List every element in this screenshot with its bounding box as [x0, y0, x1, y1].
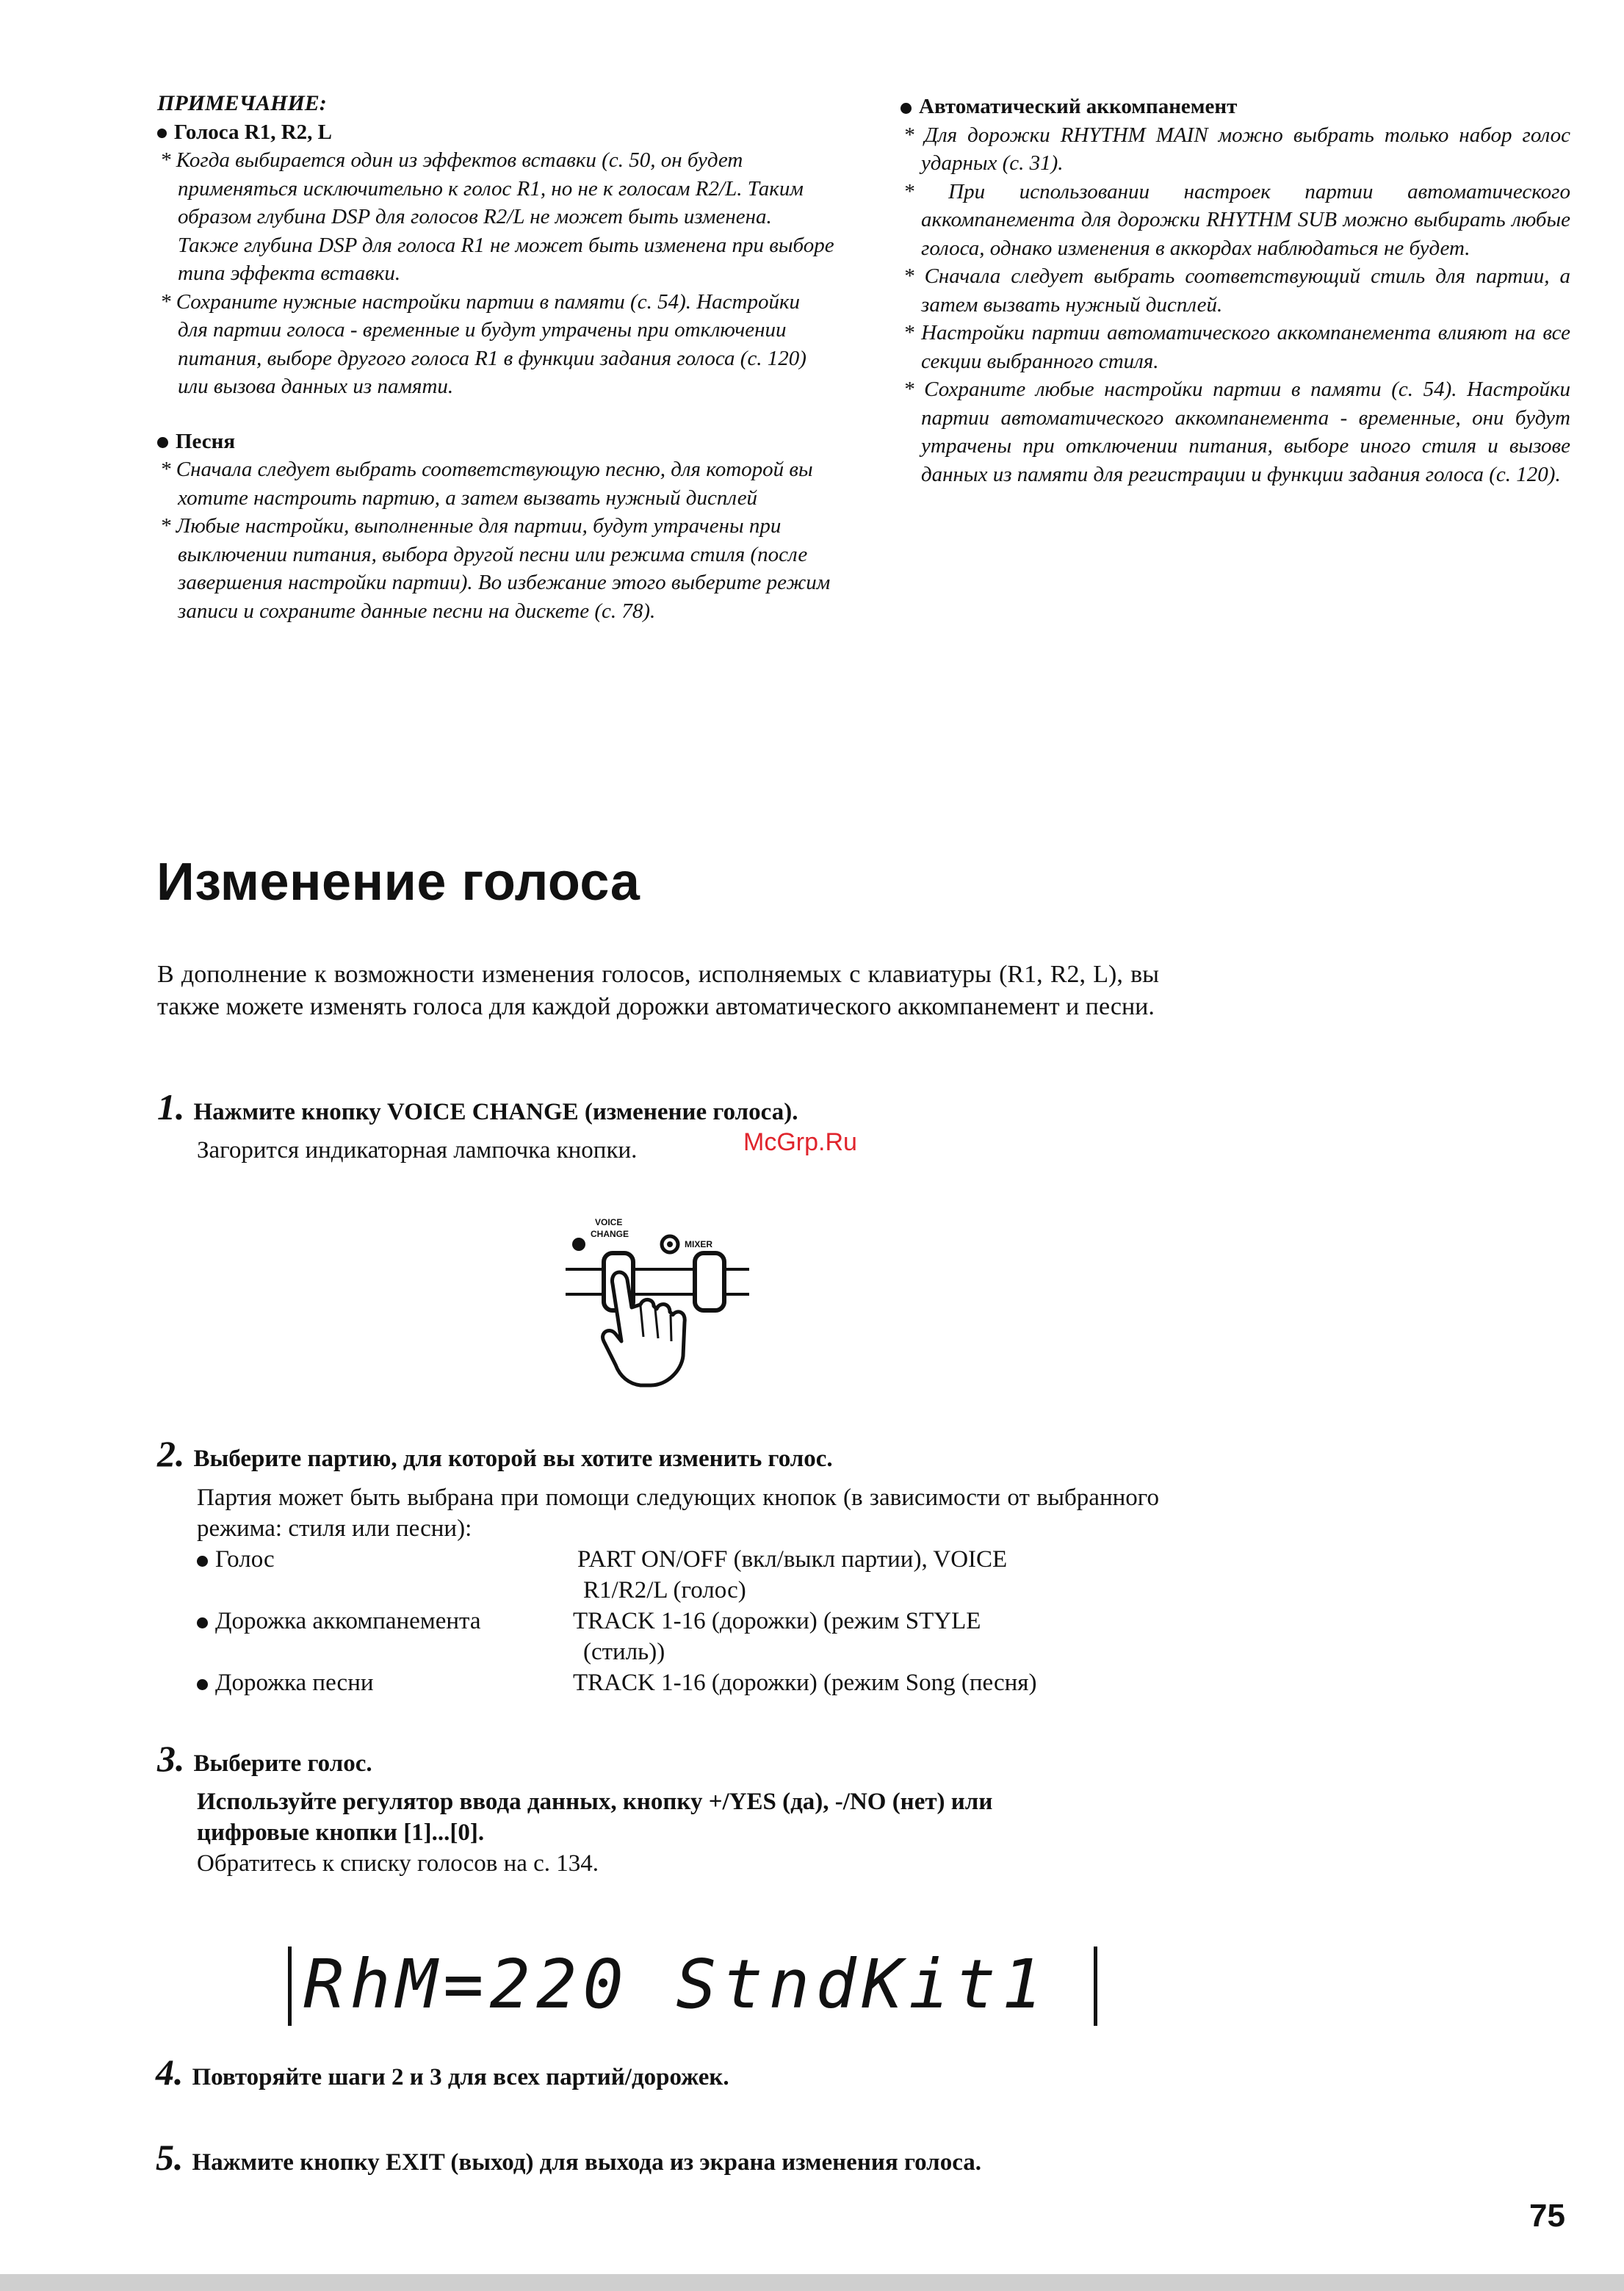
note-heading: ПРИМЕЧАНИЕ:	[157, 91, 327, 115]
lcd-text: RhM=220 StndKit1	[303, 1945, 1049, 2024]
step-title: Нажмите кнопку EXIT (выход) для выхода из экрана изменения голоса.	[192, 2149, 981, 2176]
pressing-hand-icon	[558, 1212, 757, 1396]
left-note-column	[157, 90, 834, 625]
note-item: * Сохраните любые настройки партии в памяти (с. 54). Настройки партии автоматического аккомпанемента - временные, они будут утрачены при отключении питания, выборе иного стиля и вызове данных из памяти для регистрации и функции задания голоса (с. 120).	[903, 378, 1571, 486]
step-5	[156, 2136, 1257, 2179]
note-item: * Сначала следует выбрать соответствующий стиль для партии, а затем вызвать нужный дисплей.	[903, 264, 1571, 317]
step-title: Выберите голос.	[193, 1750, 372, 1777]
note-item: * Для дорожки RHYTHM MAIN можно выбрать только набор голос ударных (с. 31).	[903, 123, 1570, 175]
note-item: * Любые настройки, выполненные для партии, будут утрачены при выключении питания, выбора другой песни или режима стиля (после завершения настройки партии). Во избежание этого выберите режим записи и сохраните данные песни на дискете (с. 78).	[160, 514, 831, 623]
step-number: 4.	[156, 2052, 184, 2093]
note-section-song-title: Песня	[157, 427, 834, 456]
step-4	[156, 2051, 1184, 2093]
note-item: * Когда выбирается один из эффектов вставки (с. 50, он будет применяться исключительно к голос R1, но не к голосам R2/L. Таким образом глубина DSP для голосов R2/L не может быть изменена. Также глубина DSP для голоса R1 не может быть изменена при выборе типа эффекта вставки.	[160, 148, 834, 285]
step-number: 3.	[157, 1738, 185, 1779]
part-row-cont: (стиль))	[583, 1639, 665, 1665]
note-item: * Сначала следует выбрать соответствующую песню, для которой вы хотите настроить партию, а затем вызвать нужный дисплей	[160, 458, 813, 510]
lcd-display	[288, 1947, 1097, 2026]
step-3	[157, 1737, 1185, 1780]
part-row: Дорожка аккомпанемента TRACK 1-16 (дорожки) (режим STYLE	[197, 1606, 1174, 1637]
note-section-accomp-title: Автоматический аккомпанемент	[901, 93, 1570, 121]
step-title: Выберите партию, для которой вы хотите изменить голос.	[193, 1446, 833, 1472]
step-number: 1.	[157, 1086, 185, 1128]
note-section-voices-title: Голоса R1, R2, L	[157, 118, 834, 147]
panel-label-change: CHANGE	[591, 1229, 629, 1239]
note-item: * При использовании настроек партии автоматического аккомпанемента для дорожки RHYTHM SUB можно выбирать любые голоса, однако изменения в аккордах наблюдаться не будет.	[903, 179, 1570, 260]
scan-edge	[0, 2274, 1624, 2291]
bullet-dot-icon	[197, 1617, 208, 1628]
step-number: 5.	[156, 2137, 184, 2178]
step-1-text: Загорится индикаторная лампочка кнопки.	[197, 1137, 638, 1163]
step-title: Повторяйте шаги 2 и 3 для всех партий/дорожек.	[192, 2064, 729, 2090]
watermark: McGrp.Ru	[743, 1128, 857, 1156]
note-item: * Сохраните нужные настройки партии в памяти (с. 54). Настройки для партии голоса - временные и будут утрачены при отключении питания, выборе другого голоса R1 в функции задания голоса (с. 120) или вызова данных из памяти.	[160, 289, 806, 398]
step-number: 2.	[157, 1433, 185, 1474]
bullet-dot-icon	[197, 1556, 208, 1567]
intro-paragraph: В дополнение к возможности изменения голосов, исполняемых с клавиатуры (R1, R2, L), вы также можете изменять голоса для каждой дорожки автоматического аккомпанемент и песни.	[157, 961, 1159, 1020]
bullet-dot-icon	[901, 103, 912, 114]
note-item: * Настройки партии автоматического аккомпанемента влияют на все секции выбранного стиля.	[903, 321, 1571, 373]
bullet-dot-icon	[157, 437, 168, 448]
step-2-text: Партия может быть выбрана при помощи следующих кнопок (в зависимости от выбранного режима: стиля или песни):	[197, 1484, 1159, 1542]
step-3-text: Используйте регулятор ввода данных, кнопку +/YES (да), -/NO (нет) или цифровые кнопки [1]...[0]. Обратитесь к списку голосов на с. 134.	[197, 1789, 993, 1877]
part-row-cont: R1/R2/L (голос)	[583, 1577, 746, 1603]
step-title: Нажмите кнопку VOICE CHANGE (изменение голоса).	[193, 1099, 798, 1125]
part-table	[197, 1544, 1174, 1698]
part-row: Дорожка песни TRACK 1-16 (дорожки) (режим Song (песня)	[197, 1667, 1174, 1698]
voice-change-button-illustration	[558, 1212, 757, 1396]
panel-label-voice: VOICE	[595, 1217, 623, 1227]
panel-label-mixer: MIXER	[685, 1239, 713, 1249]
step-2	[157, 1432, 1259, 1475]
page-title: Изменение голоса	[156, 853, 640, 912]
part-row: Голос PART ON/OFF (вкл/выкл партии), VOICE	[197, 1544, 1174, 1575]
bullet-dot-icon	[197, 1679, 208, 1690]
step-1	[157, 1086, 1185, 1128]
right-note-column	[901, 93, 1570, 488]
page-number: 75	[1529, 2198, 1565, 2234]
bullet-dot-icon	[157, 129, 167, 138]
